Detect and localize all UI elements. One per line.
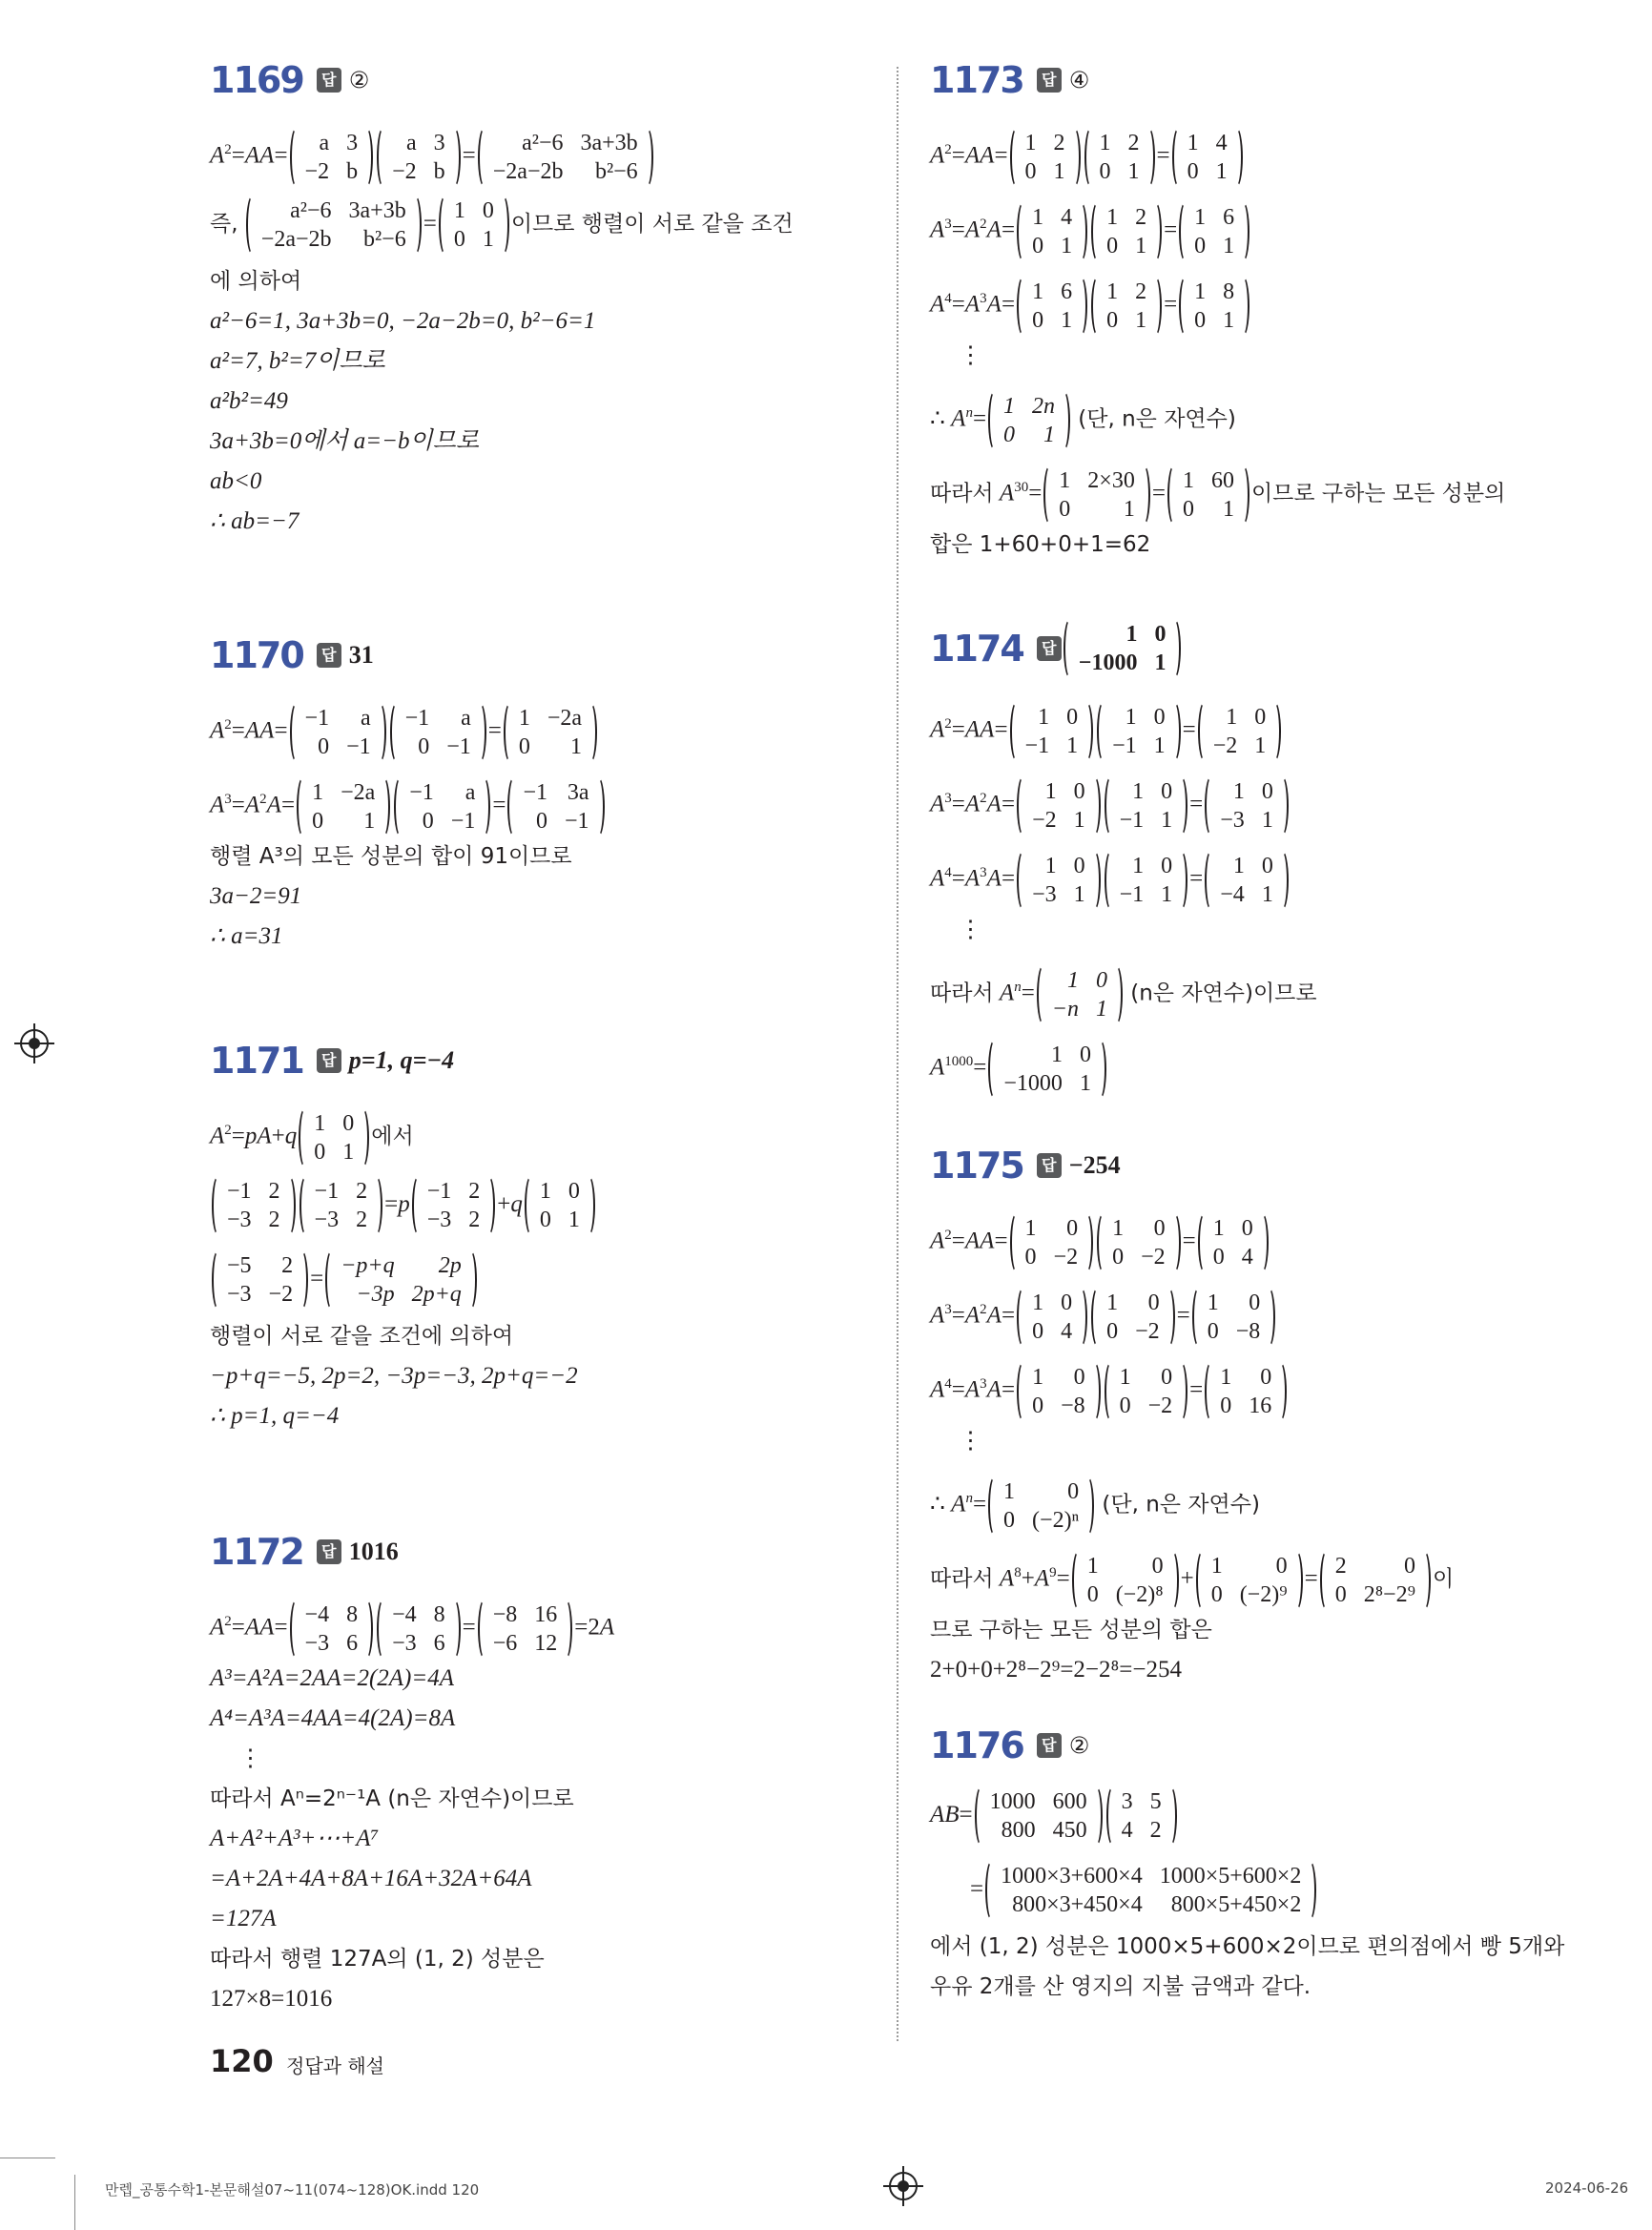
solution-1172: [210, 1531, 878, 2019]
answer-value: ②: [1068, 1732, 1090, 1759]
matrix: 1 0 −3 1: [1017, 850, 1101, 911]
matrix: 1 0 −1 1: [1097, 701, 1181, 762]
equation-line: 따라서 $A^{30}=$ 1 2×30 0 1 = 1 60 0 1 이므로 구하는 모든 성분의: [930, 450, 1598, 525]
matrix: 1 0 −n 1: [1037, 964, 1123, 1025]
solution-header: [930, 618, 1598, 687]
equation-line: $A^2=AA=$ 1 0 0 −2 1 0 0 −2 = 1 0 0 4: [930, 1198, 1598, 1272]
text-line: 따라서 행렬 127A의 (1, 2) 성분은: [210, 1947, 545, 1972]
equation-line: ∴ $A^n=$ 1 2n 0 1 (단, n은 자연수): [930, 376, 1598, 450]
solution-header: [210, 1040, 878, 1093]
matrix: −1 2 −3 2: [412, 1175, 496, 1236]
answer-value: ②: [348, 67, 370, 93]
matrix: −5 2 −3 −2: [212, 1249, 308, 1311]
equation-line: A³=A²A=2AA=2(2A)=4A: [210, 1665, 455, 1691]
matrix: 1 0 0 −2: [1091, 1287, 1175, 1348]
solution-1173: [930, 59, 1598, 565]
equation-line: $A^3=A^2A=$ 1 4 0 1 1 2 0 1 = 1 6 0 1: [930, 187, 1598, 261]
matrix: 1 0 −2 1: [1017, 775, 1101, 836]
equation-line: $A^{1000}=$ 1 0 −1000 1: [930, 1024, 1598, 1099]
matrix: 1 0 −4 1: [1205, 850, 1289, 911]
answer-matrix: 1 0 −1000 1: [1063, 618, 1182, 679]
answer-badge: 답: [317, 68, 341, 93]
text-line: 행렬이 서로 같을 조건에 의하여: [210, 1324, 514, 1349]
matrix: −1 3a 0 −1: [507, 776, 604, 837]
matrix: a²−6 3a+3b −2a−2b b²−6: [478, 127, 653, 188]
matrix: 1 4 0 1: [1017, 201, 1087, 262]
matrix: −1 a 0 −1: [394, 776, 490, 837]
matrix: 1 6 0 1: [1017, 276, 1087, 337]
solution-header: [210, 59, 878, 113]
matrix: a 3 −2 b: [290, 127, 374, 188]
slug-date: 2024-06-26: [1545, 2179, 1629, 2197]
matrix: 1 0 0 −2: [1010, 1212, 1094, 1273]
equation-line: −1 2 −3 2 −1 2 −3 2 =p −1 2 −3 2 +q 1 0 0 1: [210, 1167, 878, 1242]
equation-line: $A^4=A^3A=$ 1 0 0 −8 1 0 0 −2 = 1 0 0 16: [930, 1347, 1598, 1421]
equation-line: $A^4=A^3A=$ 1 0 −3 1 1 0 −1 1 = 1 0 −4 1: [930, 836, 1598, 910]
matrix: 1 0 −1 1: [1105, 775, 1188, 836]
matrix: 1 2 0 1: [1084, 127, 1155, 188]
registration-mark-icon: [20, 1029, 49, 1058]
problem-number: 1175: [930, 1145, 1023, 1187]
equation-line: 3a+3b=0에서 a=−b이므로: [210, 428, 479, 454]
equation-line: $A^3=A^2A=$ 1 −2a 0 1 −1 a 0 −1 = −1 3a 0 −1: [210, 762, 878, 836]
equation-line: A⁴=A³A=4AA=4(2A)=8A: [210, 1705, 456, 1731]
problem-number: 1169: [210, 59, 303, 101]
answer-badge: 답: [1037, 636, 1062, 661]
matrix: 1 8 0 1: [1179, 276, 1249, 337]
equation-line: $A^2=AA=$ 1 0 −1 1 1 0 −1 1 = 1 0 −2 1: [930, 687, 1598, 761]
equation-line: ∴ a=31: [210, 923, 283, 949]
matrix: 1 0 −1 1: [1105, 850, 1188, 911]
equation-line: $A^2=AA=$ −1 a 0 −1 −1 a 0 −1 = 1 −2a 0 1: [210, 688, 878, 762]
matrix: −p+q 2p −3p 2p+q: [325, 1249, 477, 1311]
solution-header: [930, 1145, 1598, 1198]
equation-line: $A^2=pA+q$ 1 0 0 1 에서: [210, 1093, 878, 1167]
matrix: 1 0 0 4: [1198, 1212, 1269, 1273]
solution-1175: [930, 1145, 1598, 1690]
equation-line: $A^4=A^3A=$ 1 6 0 1 1 2 0 1 = 1 8 0 1: [930, 261, 1598, 336]
matrix: 1 2×30 0 1: [1043, 465, 1150, 526]
matrix: 1 0 0 −2: [1105, 1361, 1188, 1422]
equation-line: $A^2=AA=$ a 3 −2 b a 3 −2 b = a²−6 3a+3b −2a−2b b²−6: [210, 113, 878, 187]
matrix: a²−6 3a+3b −2a−2b b²−6: [246, 195, 422, 256]
column-divider: [897, 67, 898, 2041]
answer-value: 31: [348, 641, 374, 669]
problem-number: 1171: [210, 1040, 303, 1082]
equation-line: −5 2 −3 −2 = −p+q 2p −3p 2p+q: [210, 1242, 878, 1316]
matrix: 1 0 −3 1: [1205, 775, 1289, 836]
matrix: −8 16 −6 12: [478, 1599, 573, 1660]
matrix: 1 0 0 4: [1017, 1287, 1087, 1348]
matrix: 1 4 0 1: [1172, 127, 1243, 188]
matrix: 1 0 0 1: [525, 1175, 595, 1236]
ellipsis: ⋮: [238, 1745, 262, 1771]
matrix: 1 0 −2 1: [1198, 701, 1282, 762]
answer-value: ④: [1068, 67, 1090, 93]
solution-1169: [210, 59, 878, 542]
matrix: −1 a 0 −1: [390, 702, 486, 763]
answer-badge: 답: [1037, 1733, 1062, 1758]
equation-line: $A^2=AA=$ −4 8 −3 6 −4 8 −3 6 = −8 16 −6 12 =2A: [210, 1584, 878, 1659]
equation-line: $A^2=AA=$ 1 2 0 1 1 2 0 1 = 1 4 0 1: [930, 113, 1598, 187]
matrix: 1 0 −1 1: [1010, 701, 1094, 762]
equation-line: 2+0+0+2⁸−2⁹=2−2⁸=−254: [930, 1657, 1182, 1683]
matrix: 1 −2a 0 1: [504, 702, 597, 763]
page-footer-label: 정답과 해설: [286, 2054, 384, 2077]
solution-header: [210, 1531, 878, 1584]
problem-number: 1173: [930, 59, 1023, 101]
ellipsis: ⋮: [959, 342, 982, 368]
equation-line: 따라서 $A^8+A^9=$ 1 0 0 (−2)⁸ + 1 0 0 (−2)⁹ = 2 0 0 2⁸−2⁹ 이: [930, 1536, 1598, 1610]
text-line: 합은 1+60+0+1=62: [930, 532, 1151, 557]
ellipsis: ⋮: [959, 1428, 982, 1454]
answer-badge: 답: [1037, 1153, 1062, 1178]
problem-number: 1172: [210, 1531, 303, 1573]
matrix: 1 2n 0 1: [988, 390, 1070, 451]
equation-line: 즉, a²−6 3a+3b −2a−2b b²−6 = 1 0 0 1 이므로 행렬이 서로 같을 조건: [210, 187, 878, 261]
equation-line: =127A: [210, 1906, 277, 1931]
matrix: 1 0 0 −8: [1192, 1287, 1276, 1348]
solution-1170: [210, 634, 878, 957]
equation-line: $A^3=A^2A=$ 1 0 −2 1 1 0 −1 1 = 1 0 −3 1: [930, 761, 1598, 836]
matrix: −1 2 −3 2: [212, 1175, 296, 1236]
equation-line: a²−6=1, 3a+3b=0, −2a−2b=0, b²−6=1: [210, 308, 596, 334]
matrix: −4 8 −3 6: [290, 1599, 374, 1660]
answer-badge: 답: [317, 1539, 341, 1564]
text-line: 행렬 A³의 모든 성분의 합이 91이므로: [210, 844, 572, 869]
text-line: 우유 2개를 산 영지의 지불 금액과 같다.: [930, 1974, 1311, 1999]
equation-line: 3a−2=91: [210, 883, 302, 909]
matrix: −1 a 0 −1: [290, 702, 386, 763]
equation-line: a²b²=49: [210, 388, 288, 414]
solution-header: [210, 634, 878, 688]
crop-mark: [74, 2175, 75, 2230]
answer-badge: 답: [1037, 68, 1062, 93]
equation-line: 127×8=1016: [210, 1986, 333, 2012]
matrix: 1 0 0 (−2)ⁿ: [988, 1476, 1094, 1537]
equation-line: ab<0: [210, 468, 262, 494]
page-number: 120: [210, 2043, 274, 2079]
answer-value: −254: [1068, 1151, 1121, 1179]
matrix: −1 2 −3 2: [299, 1175, 383, 1236]
matrix: −4 8 −3 6: [377, 1599, 461, 1660]
text-line: 따라서 Aⁿ=2ⁿ⁻¹A (n은 자연수)이므로: [210, 1786, 574, 1811]
matrix: 2 0 0 2⁸−2⁹: [1320, 1550, 1431, 1611]
equation-line: a²=7, b²=7이므로: [210, 348, 385, 374]
solution-header: [930, 59, 1598, 113]
registration-mark-icon: [889, 2172, 918, 2200]
text-line: 에서 (1, 2) 성분은 1000×5+600×2이므로 편의점에서 빵 5개와: [930, 1934, 1565, 1959]
matrix: 1 0 0 −2: [1097, 1212, 1181, 1273]
equation-line: ∴ p=1, q=−4: [210, 1403, 340, 1429]
answer-badge: 답: [317, 643, 341, 668]
text-line: 에 의하여: [210, 269, 302, 294]
problem-number: 1174: [930, 628, 1023, 670]
matrix: 1 0 −1000 1: [988, 1039, 1106, 1100]
equation-line: =A+2A+4A+8A+16A+32A+64A: [210, 1866, 532, 1891]
matrix: 1 0 0 16: [1205, 1361, 1287, 1422]
matrix: 1 2 0 1: [1091, 276, 1162, 337]
solution-1174: [930, 618, 1598, 1099]
equation-line: AB= 1000 600 800 450 3 5 4 2: [930, 1778, 1598, 1852]
answer-badge: 답: [317, 1048, 341, 1073]
equation-line: $A^3=A^2A=$ 1 0 0 4 1 0 0 −2 = 1 0 0 −8: [930, 1272, 1598, 1347]
matrix: 1 0 0 (−2)⁸: [1072, 1550, 1179, 1611]
ellipsis: ⋮: [959, 917, 982, 942]
matrix: a 3 −2 b: [377, 127, 461, 188]
matrix: 1 0 0 1: [299, 1107, 369, 1168]
matrix: 3 5 4 2: [1106, 1786, 1177, 1847]
matrix: 1 0 0 (−2)⁹: [1196, 1550, 1303, 1611]
equation-line: A+A²+A³+⋯+A⁷: [210, 1826, 380, 1851]
solution-1171: [210, 1040, 878, 1436]
answer-value: 1016: [348, 1538, 399, 1565]
matrix: 1000×3+600×4 1000×5+600×2 800×3+450×4 800×5+450×2: [985, 1860, 1316, 1921]
equation-line: −p+q=−5, 2p=2, −3p=−3, 2p+q=−2: [210, 1363, 578, 1389]
solution-1176: [930, 1724, 1598, 2007]
matrix: 1 0 0 −8: [1017, 1361, 1101, 1422]
matrix: 1 −2a 0 1: [297, 776, 390, 837]
text-line: 므로 구하는 모든 성분의 합은: [930, 1618, 1212, 1642]
matrix: 1 0 0 1: [439, 195, 509, 256]
equation-line: 따라서 $A^n=$ 1 0 −n 1 (n은 자연수)이므로: [930, 950, 1598, 1024]
slug-filename: 만렙_공통수학1-본문해설07~11(074~128)OK.indd 120: [105, 2181, 480, 2199]
equation-line: = 1000×3+600×4 1000×5+600×2 800×3+450×4 800×5+450×2: [930, 1852, 1598, 1927]
matrix: 1 6 0 1: [1179, 201, 1249, 262]
matrix: 1 2 0 1: [1010, 127, 1081, 188]
matrix: 1000 600 800 450: [975, 1786, 1103, 1847]
solution-header: [930, 1724, 1598, 1778]
equation-line: ∴ $A^n=$ 1 0 0 (−2)ⁿ (단, n은 자연수): [930, 1461, 1598, 1536]
matrix: 1 60 0 1: [1167, 465, 1249, 526]
answer-value: p=1, q=−4: [348, 1046, 455, 1074]
matrix: 1 2 0 1: [1091, 201, 1162, 262]
equation-line: ∴ ab=−7: [210, 508, 299, 534]
problem-number: 1176: [930, 1724, 1023, 1766]
problem-number: 1170: [210, 634, 303, 676]
